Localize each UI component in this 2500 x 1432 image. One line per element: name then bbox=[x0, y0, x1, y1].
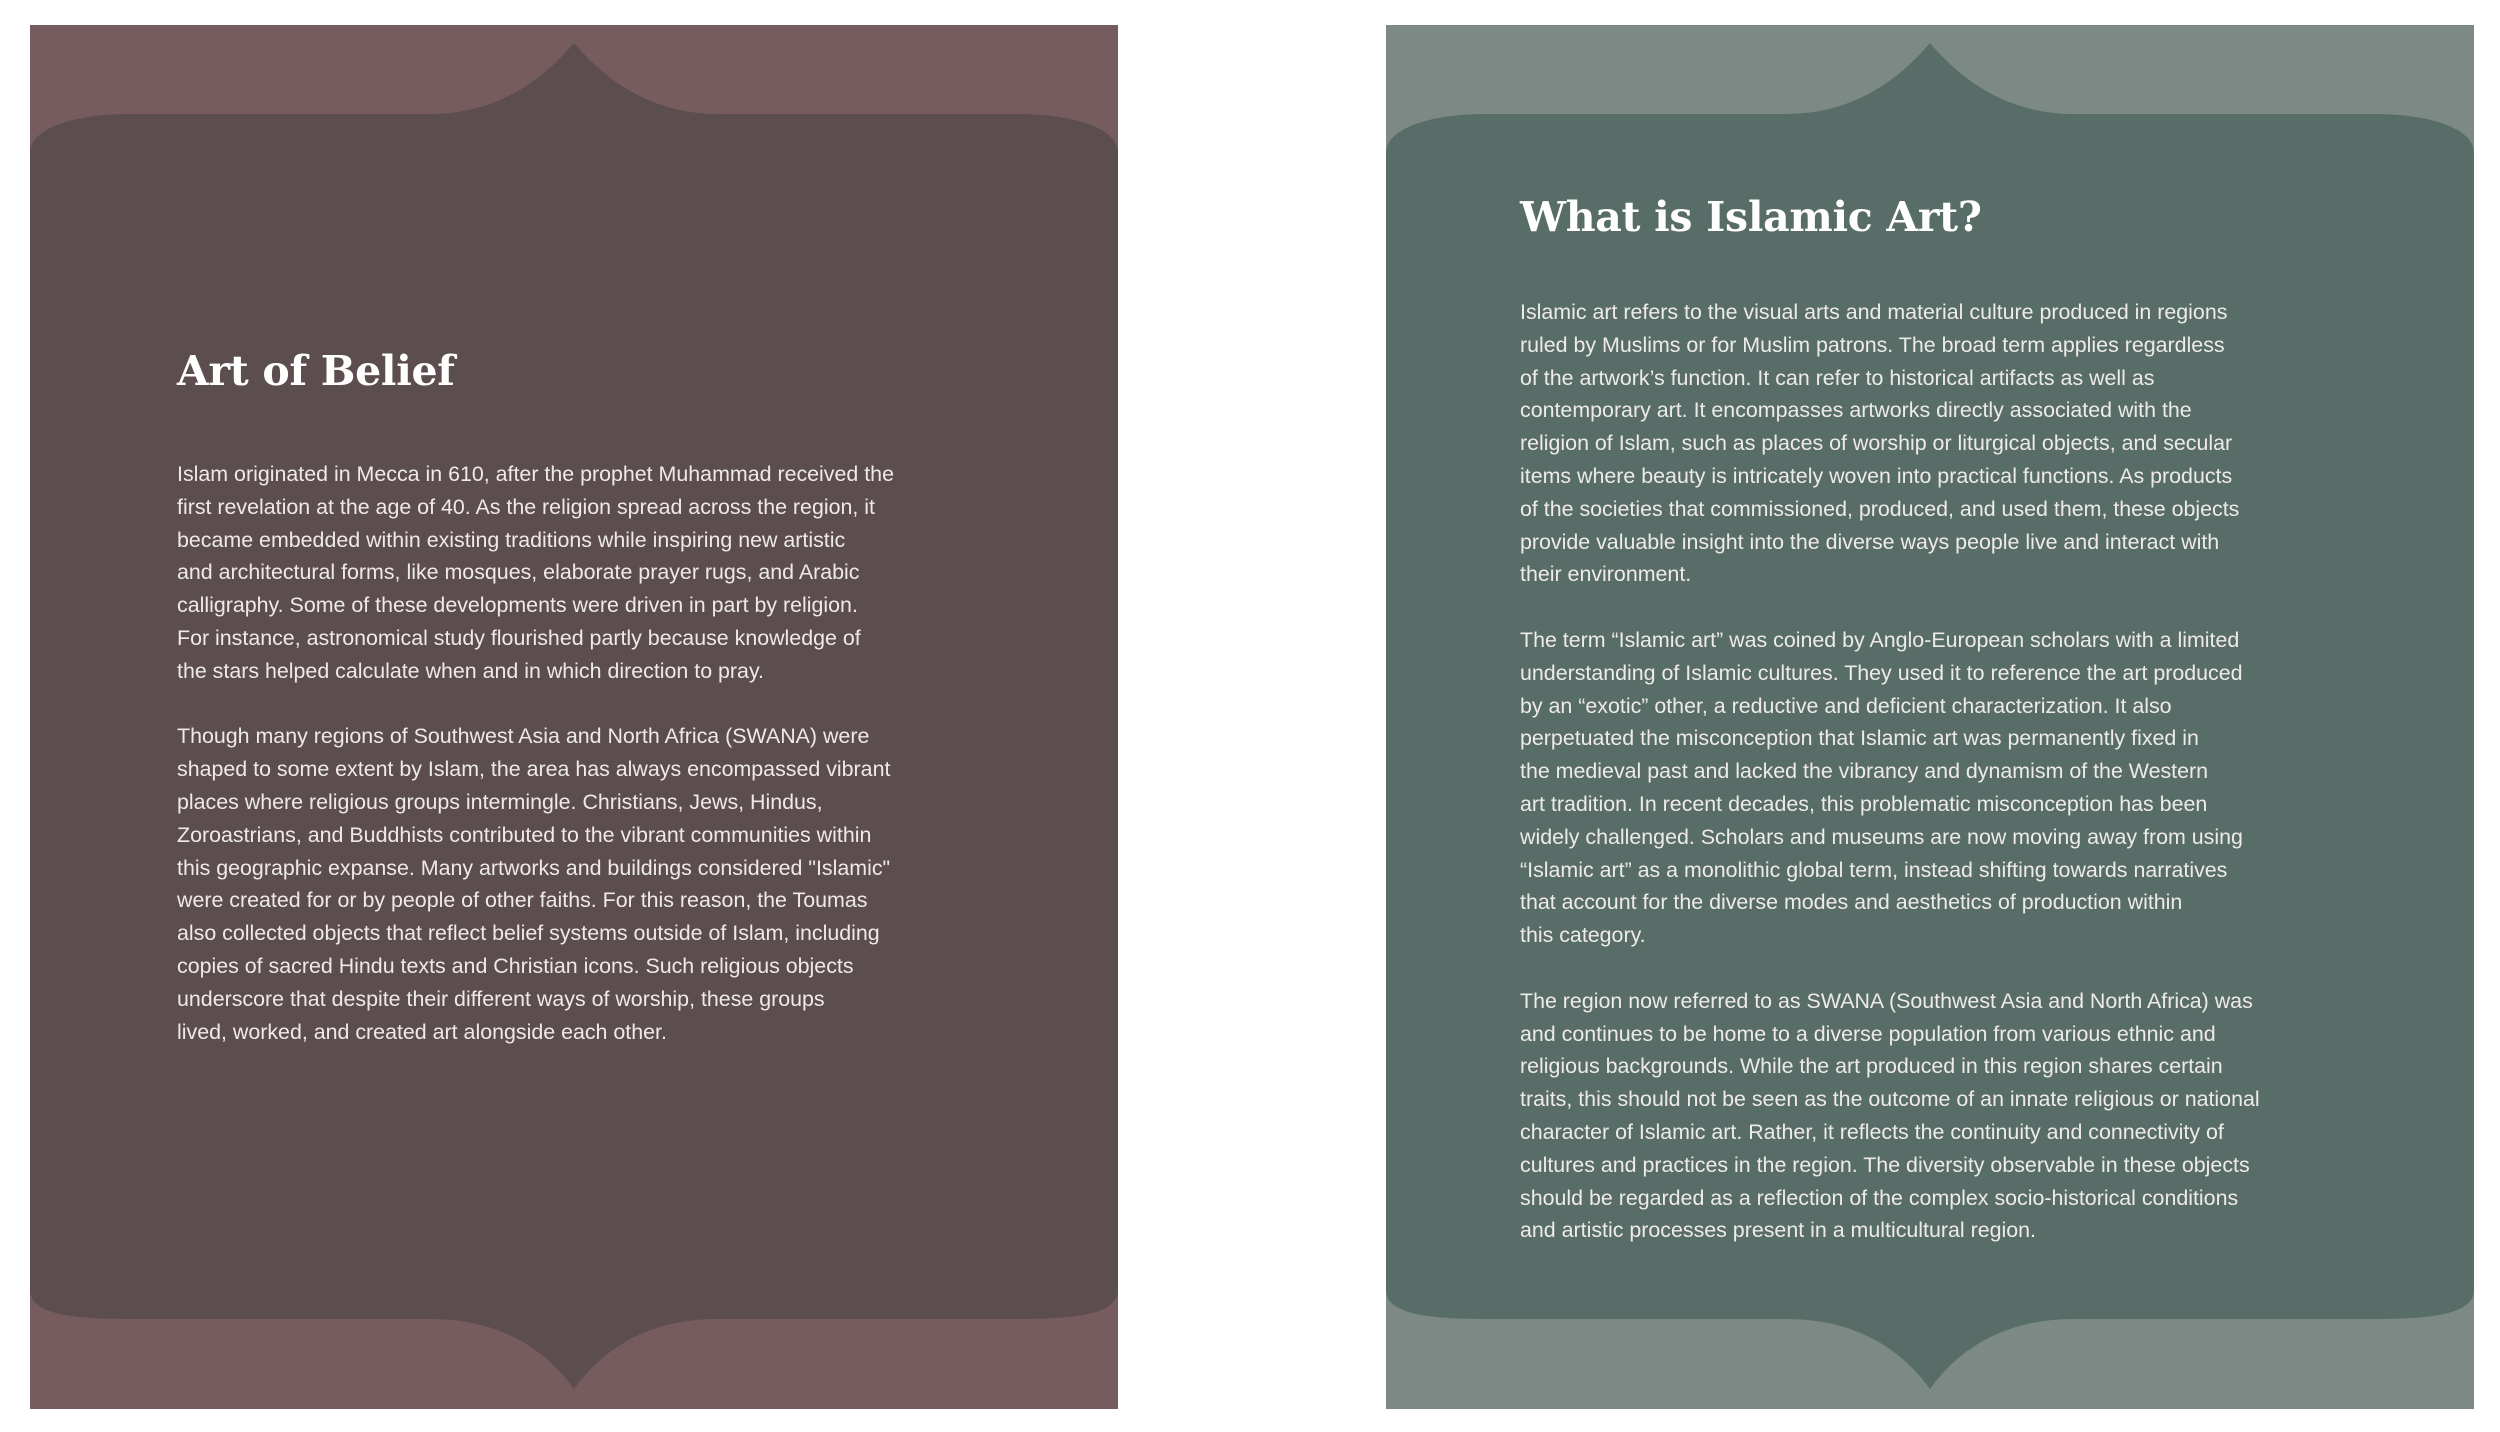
section-title: What is Islamic Art? bbox=[1520, 193, 1982, 241]
section-title: Art of Belief bbox=[177, 347, 455, 395]
paragraph: Islamic art refers to the visual arts and material culture produced in regions ruled by Muslims or for Muslim patrons. The broad term applies regardless of the artwork’s function. It can refer to historical artifacts as well as contemporary art. It encompasses artworks directly associated with the religion of Islam, such as places of worship or liturgical objects, and secular items where beauty is intricately woven into practical functions. As products of the societies that commissioned, produced, and used them, these objects provide valuable insight into the diverse ways people live and interact with their environment. bbox=[1520, 300, 2240, 587]
panel-content bbox=[1520, 193, 2380, 1247]
paragraph: The region now referred to as SWANA (Southwest Asia and North Africa) was and continues to be home to a diverse population from various ethnic and religious backgrounds. While the art produced in this region shares certain traits, this should not be seen as the outcome of an innate religious or national character of Islamic art. Rather, it reflects the continuity and connectivity of cultures and practices in the region. The diversity observable in these objects should be regarded as a reflection of the complex socio-historical conditions and artistic processes present in a multicultural region. bbox=[1520, 988, 2260, 1243]
paragraph: Though many regions of Southwest Asia and North Africa (SWANA) were shaped to some extent by Islam, the area has always encompassed vibrant places where religious groups intermingle. Christians, Jews, Hindus, Zoroastrians, and Buddhists contributed to the vibrant communities within this geographic expanse. Many artworks and buildings considered "Islamic" were created for or by people of other faiths. For this reason, the Toumas also collected objects that reflect belief systems outside of Islam, including copies of sacred Hindu texts and Christian icons. Such religious objects underscore that despite their different ways of worship, these groups lived, worked, and created art alongside each other. bbox=[177, 724, 891, 1044]
panel-what-is-islamic-art bbox=[1386, 25, 2474, 1409]
paragraph: Islam originated in Mecca in 610, after the prophet Muhammad received the first revelation at the age of 40. As the religion spread across the region, it became embedded within existing traditions while inspiring new artistic and architectural forms, like mosques, elaborate prayer rugs, and Arabic calligraphy. Some of these developments were driven in part by religion. For instance, astronomical study flourished partly because knowledge of the stars helped calculate when and in which direction to pray. bbox=[177, 462, 894, 683]
paragraph: The term “Islamic art” was coined by Anglo-European scholars with a limited understanding of Islamic cultures. They used it to reference the art produced by an “exotic” other, a reductive and deficient characterization. It also perpetuated the misconception that Islamic art was permanently fixed in the medieval past and lacked the vibrancy and dynamism of the Western art tradition. In recent decades, this problematic misconception has been widely challenged. Scholars and museums are now moving away from using “Islamic art” as a monolithic global term, instead shifting towards narratives that account for the diverse modes and aesthetics of production within this category. bbox=[1520, 627, 2243, 948]
panel-content bbox=[177, 347, 1017, 1048]
panel-art-of-belief bbox=[30, 25, 1118, 1409]
